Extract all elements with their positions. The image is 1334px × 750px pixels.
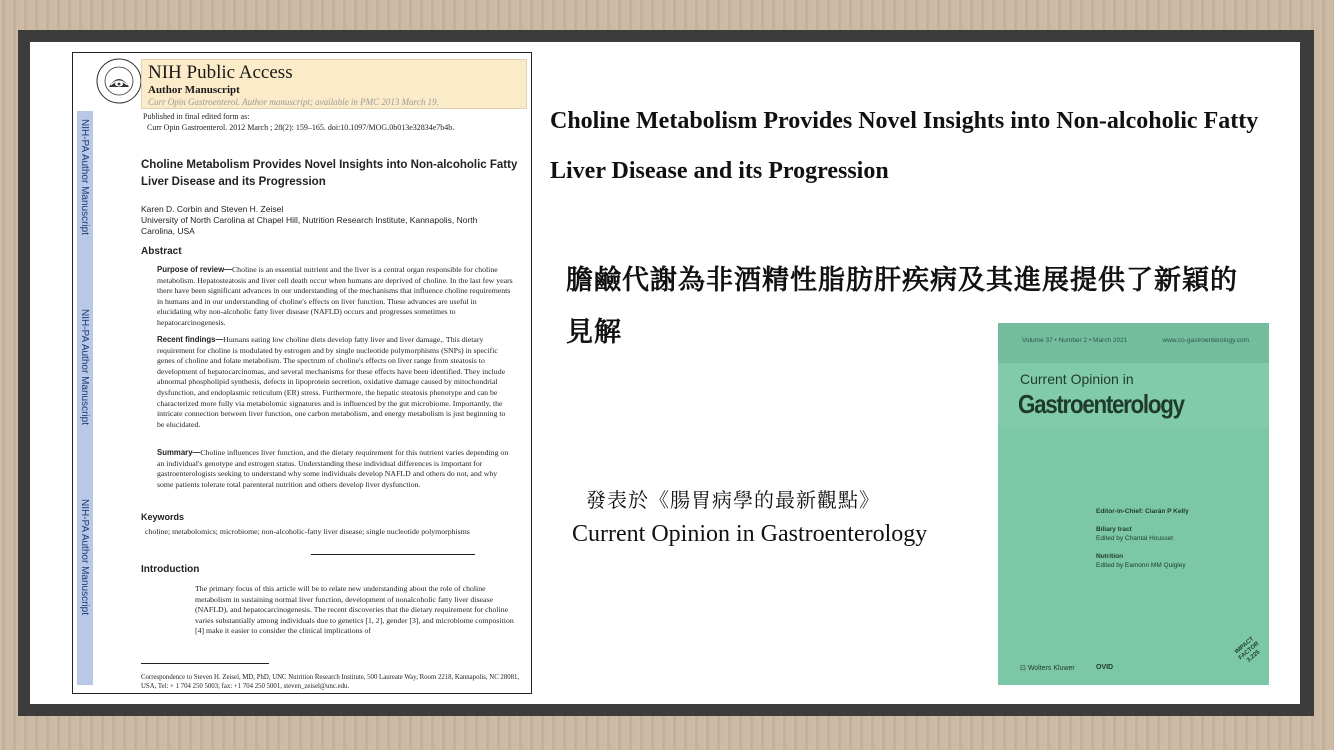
intro-heading: Introduction <box>141 564 200 575</box>
findings-text: Humans eating low choline diets develop fatty liver and liver damage,. This dietary requirement for choline is modulated by estrogen and by single nucleotide polymorphisms (SNPs) in specific genes of choline and folate metabolism. The spectrum of choline's effects on liver range from steatosis to development of hepatocarcinomas, and several mechanisms for these effects have been identified. They include abnormal phospholipid synthesis, defects in lipoprotein secretion, oxidative damage caused by mitochondrial dysfunction, and endoplasmic reticulum (ER) stress. Furthermore, the hepatic steatosis phenotype and can be characterized more fully via metabolomic signatures and is influenced by the gut microbiome. Importantly, the intricate connection between liver function, one carbon metabolism, and energy metabolism is just beginning to be elucidated. <box>157 335 506 429</box>
cover-section2: Nutrition <box>1096 553 1124 560</box>
sidebar-label: NIH-PA Author Manuscript <box>79 499 90 615</box>
keywords-text: choline; metabolomics; microbiome; non-alcoholic-fatty liver disease; single nucleotide polymorphisms <box>145 527 470 536</box>
abstract-findings <box>157 335 513 430</box>
article-title: Choline Metabolism Provides Novel Insights into Non-alcoholic Fatty Liver Disease and its Progression <box>141 159 518 188</box>
intro-text: The primary focus of this article will be to relate new understanding about the role of choline metabolism in sustaining normal liver function, development of nonalcoholic fatty liver disease (NAFLD), and hepatocarcinogenesis. The recent discoveries that the dietary requirement for choline varies substantially among individuals due to genetics [1, 2], gender [3], and microbiome composition [4] make it easier to consider the clinical implications of <box>195 584 514 636</box>
manuscript-sidebar <box>77 111 93 685</box>
published-line2: Curr Opin Gastroenterol. 2012 March ; 28(2): 159–165. doi:10.1097/MOG.0b013e32834e7b4b. <box>147 123 455 132</box>
sidebar-label: NIH-PA Author Manuscript <box>79 119 90 235</box>
cover-editors <box>1096 507 1189 570</box>
abstract-heading: Abstract <box>141 246 182 257</box>
cover-section1: Biliary tract <box>1096 526 1132 533</box>
cover-publisher: ⊡ Wolters Kluwer <box>1020 665 1075 672</box>
cover-section2-editor: Edited by Eamonn MM Quigley <box>1096 562 1186 569</box>
purpose-label: Purpose of review— <box>157 265 232 274</box>
cover-ovid-logo: OVID <box>1096 664 1114 671</box>
nih-availability: Curr Opin Gastroenterol. Author manuscript; available in PMC 2013 March 19. <box>148 97 439 107</box>
publisher-name: Wolters Kluwer <box>1027 665 1075 672</box>
cover-title-line2: Gastroenterology <box>1018 389 1184 419</box>
abstract-summary <box>157 448 513 490</box>
cover-url: www.co-gastroenterology.com <box>1162 337 1249 344</box>
summary-label: Summary— <box>157 448 201 457</box>
cover-section1-editor: Edited by Chantal Housset <box>1096 535 1173 542</box>
cover-title-line1: Current Opinion in <box>1020 371 1134 387</box>
abstract-purpose <box>157 265 513 329</box>
journal-name-en: Current Opinion in Gastroenterology <box>572 521 928 547</box>
divider <box>311 554 475 555</box>
keywords-heading: Keywords <box>141 512 185 522</box>
slide-title-zh: 膽鹼代謝為非酒精性脂肪肝疾病及其進展提供了新穎的見解 <box>566 265 1238 348</box>
cover-volume: Volume 37 • Number 2 • March 2021 <box>1022 337 1128 344</box>
nih-header-box <box>141 59 527 109</box>
summary-text: Choline influences liver function, and the dietary requirement for this nutrient varies depending on an individual's genotype and estrogen status. Understanding these individual differences is important for gastroenterologists seeking to understand why some individuals develop NAFLD and others do not, and why some patients tolerate total parenteral nutrition and others develop liver dysfunction. <box>157 448 509 489</box>
findings-label: Recent findings— <box>157 335 224 344</box>
cover-editor-in-chief: Editor-in-Chief: Ciarán P Kelly <box>1096 508 1189 515</box>
published-line1: Published in final edited form as: <box>143 112 250 121</box>
article-authors: Karen D. Corbin and Steven H. Zeisel <box>141 204 284 214</box>
journal-cover <box>998 323 1269 685</box>
article-affiliation: University of North Carolina at Chapel Hill, Nutrition Research Institute, Kannapolis, North Carolina, USA <box>141 215 478 236</box>
correspondence-text: Correspondence to Steven H. Zeisel, MD, PhD, UNC Nutrition Research Institute, 500 Laureate Way, Room 2218, Kannapolis, NC 28081, USA, Tel: + 1 704 250 5003; fax: +1 704 250 5001, steven_zeisel@unc.edu. <box>141 674 520 690</box>
nih-subtitle: Author Manuscript <box>148 84 240 96</box>
nih-title: NIH Public Access <box>148 62 293 83</box>
cover-impact-factor: IMPACT FACTOR 3.225 <box>1234 636 1262 664</box>
published-in-zh: 發表於《腸胃病學的最新觀點》 <box>586 488 880 512</box>
sidebar-label: NIH-PA Author Manuscript <box>79 309 90 425</box>
paper-thumbnail <box>72 52 532 694</box>
purpose-text: Choline is an essential nutrient and the liver is a central organ responsible for choline metabolism. Hepatosteatosis and liver cell death occur when humans are deprived of choline. In the last few years there have been significant advances in our understanding of the mechanisms that influence choline requirements in humans and in our understanding of choline's effects on liver function. These advances are useful in elucidating why non-alcoholic fatty liver disease (NAFLD) occurs and progresses sometimes to hepatocarcinogenesis. <box>157 265 513 327</box>
footnote-divider <box>141 663 269 664</box>
slide-title-en: Choline Metabolism Provides Novel Insights into Non-alcoholic Fatty Liver Disease and its Progression <box>550 108 1259 184</box>
nih-logo-icon <box>95 57 143 105</box>
